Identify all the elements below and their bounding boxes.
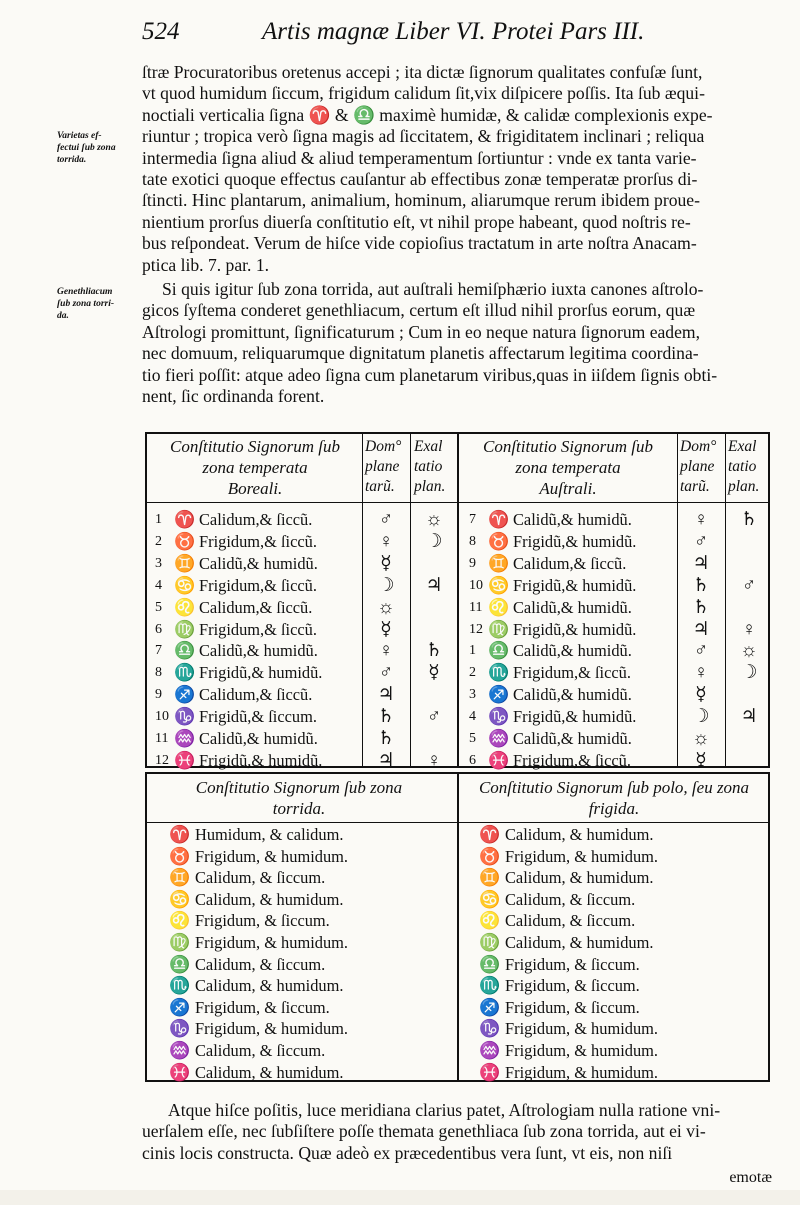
planet-exaltation-icon bbox=[726, 531, 772, 553]
caption-australi: Conſtitutio Signorum ſub zona temperata Auſtrali. bbox=[482, 437, 654, 498]
table-row bbox=[167, 932, 452, 954]
table-row bbox=[469, 662, 674, 684]
row-number: 3 bbox=[155, 555, 162, 571]
row-number: 4 bbox=[469, 709, 476, 725]
table-row bbox=[155, 706, 360, 728]
planet-exaltation-icon: ☽ bbox=[425, 530, 443, 552]
header-dom-left: Dom° plane tarũ. bbox=[365, 438, 402, 495]
quality-text: Calidum,& ſiccũ. bbox=[513, 553, 627, 573]
zodiac-sign-icon: ♎ bbox=[174, 641, 196, 661]
quality-text: Calidum, & humidum. bbox=[505, 868, 654, 888]
planet-exaltation-icon: ♀ bbox=[426, 749, 442, 771]
quality-text: Frigidum, & humidum. bbox=[505, 1062, 658, 1082]
zodiac-sign-icon: ♉ bbox=[174, 531, 196, 551]
table-row bbox=[167, 997, 452, 1019]
zodiac-sign-icon: ♏ bbox=[488, 663, 510, 683]
table-row bbox=[167, 846, 452, 868]
zodiac-sign-icon: ♐ bbox=[174, 685, 196, 705]
table-row bbox=[469, 706, 674, 728]
caption-frigida: Conſtitutio Signorum ſub polo, ſeu zona frigida. bbox=[478, 778, 750, 818]
zodiac-sign-icon: ♋ bbox=[169, 889, 191, 909]
row-number: 10 bbox=[155, 709, 169, 725]
quality-text: Frigidum, & humidum. bbox=[505, 1019, 658, 1039]
table-row bbox=[155, 728, 360, 750]
table-row bbox=[477, 1062, 762, 1084]
quality-text: Frigidum, & ſiccum. bbox=[505, 997, 640, 1017]
quality-text: Frigidum,& ſiccũ. bbox=[513, 750, 631, 770]
table-row bbox=[167, 824, 452, 846]
quality-text: Frigidũ,& humidũ. bbox=[199, 663, 323, 683]
planet-exaltation-icon bbox=[726, 597, 772, 619]
table-row bbox=[477, 975, 762, 997]
zodiac-sign-icon: ♏ bbox=[174, 663, 196, 683]
table-row bbox=[155, 575, 360, 597]
planet-exaltation-icon bbox=[411, 597, 457, 619]
table-row bbox=[469, 509, 674, 531]
table-row bbox=[155, 619, 360, 641]
zodiac-sign-icon: ♌ bbox=[479, 911, 501, 931]
table-row bbox=[155, 662, 360, 684]
table-row bbox=[477, 910, 762, 932]
table-row bbox=[167, 1018, 452, 1040]
planet-exaltation-icon: ☼ bbox=[740, 640, 758, 662]
row-number: 8 bbox=[469, 533, 476, 549]
quality-text: Calidũ,& humidũ. bbox=[513, 685, 632, 705]
planet-domicile-icon: ☿ bbox=[380, 552, 392, 574]
row-number: 8 bbox=[155, 665, 162, 681]
zodiac-sign-icon: ♏ bbox=[479, 976, 501, 996]
quality-text: Frigidum, & ſiccum. bbox=[505, 954, 640, 974]
divider bbox=[457, 434, 459, 766]
margin-note-genethliacum: Genethliacum ſub zona torri- da. bbox=[57, 287, 115, 321]
table-row bbox=[477, 932, 762, 954]
row-number: 10 bbox=[469, 577, 483, 593]
quality-text: Calidum, & ſiccum. bbox=[195, 954, 326, 974]
table-row bbox=[167, 889, 452, 911]
row-number: 12 bbox=[469, 621, 483, 637]
zodiac-sign-icon: ♒ bbox=[174, 729, 196, 748]
paragraph-3: Atque hiſce poſitis, luce meridiana clarius patet, Aſtrologiam nulla ratione vni- uerſalem eſſe, nec ſubſiſtere poſſe themata genethliaca ſub zona torrida, aut ei vi- cinis locis constructa. Quæ adeò ex præcedentibus vera ſunt, vt eis, non niſi bbox=[142, 1100, 721, 1163]
planet-domicile-icon: ♀ bbox=[378, 530, 394, 552]
zodiac-sign-icon: ♑ bbox=[479, 1019, 501, 1039]
zodiac-sign-icon: ♌ bbox=[488, 597, 510, 617]
row-number: 5 bbox=[155, 599, 162, 615]
table-row bbox=[477, 954, 762, 976]
divider bbox=[147, 502, 768, 503]
planet-domicile-icon: ♄ bbox=[692, 574, 710, 596]
table-row bbox=[477, 889, 762, 911]
planet-exaltation-icon: ♂ bbox=[426, 706, 442, 728]
caption-torrida: Conſtitutio Signorum ſub zona torrida. bbox=[195, 778, 403, 818]
table-row bbox=[167, 1062, 452, 1084]
quality-text: Calidum, & humidum. bbox=[505, 933, 654, 952]
row-number: 6 bbox=[155, 621, 162, 637]
zodiac-sign-icon: ♈ bbox=[479, 825, 501, 844]
row-number: 11 bbox=[469, 599, 483, 615]
quality-text: Frigidum,& ſiccũ. bbox=[199, 575, 317, 595]
zodiac-sign-icon: ♒ bbox=[488, 729, 510, 748]
planet-domicile-icon: ♀ bbox=[378, 640, 394, 662]
row-number: 9 bbox=[155, 687, 162, 703]
planet-exaltation-icon: ☽ bbox=[740, 662, 758, 684]
planet-exaltation-icon: ♃ bbox=[425, 574, 443, 596]
divider bbox=[457, 774, 459, 1080]
row-number: 1 bbox=[155, 512, 162, 527]
quality-text: Calidum, & ſiccum. bbox=[195, 1041, 326, 1060]
table-row bbox=[469, 684, 674, 706]
zodiac-sign-icon: ♑ bbox=[169, 1019, 191, 1039]
quality-text: Frigidũ,& humidũ. bbox=[513, 531, 637, 551]
quality-text: Frigidũ,& humidũ. bbox=[513, 575, 637, 595]
divider bbox=[147, 822, 768, 823]
zodiac-sign-icon: ♎ bbox=[488, 641, 510, 661]
quality-text: Calidum, & ſiccum. bbox=[505, 889, 636, 909]
planet-domicile-icon: ♀ bbox=[693, 662, 709, 684]
table-row bbox=[167, 975, 452, 997]
zodiac-sign-icon: ♎ bbox=[479, 954, 501, 974]
header-dom-right: Dom° plane tarũ. bbox=[680, 438, 717, 495]
planet-domicile-icon: ♄ bbox=[377, 706, 395, 728]
planet-exaltation-icon: ♃ bbox=[740, 706, 758, 728]
zodiac-sign-icon: ♋ bbox=[174, 575, 196, 595]
running-head: Artis magnæ Liber VI. Protei Pars III. bbox=[262, 18, 645, 45]
row-number: 2 bbox=[469, 665, 476, 681]
quality-text: Frigidum, & humidum. bbox=[195, 1019, 348, 1039]
zodiac-sign-icon: ♈ bbox=[488, 510, 510, 529]
quality-text: Calidum,& ſiccũ. bbox=[199, 685, 313, 705]
planet-exaltation-icon bbox=[726, 728, 772, 750]
zodiac-sign-icon: ♍ bbox=[169, 933, 191, 952]
row-number: 3 bbox=[469, 687, 476, 703]
zodiac-sign-icon: ♌ bbox=[174, 597, 196, 617]
zodiac-sign-icon: ♉ bbox=[169, 846, 191, 866]
row-number: 7 bbox=[155, 643, 162, 659]
zodiac-sign-icon: ♈ bbox=[169, 825, 191, 844]
planet-exaltation-icon bbox=[726, 684, 772, 706]
quality-text: Humidum, & calidum. bbox=[195, 825, 344, 844]
quality-text: Frigidum, & ſiccum. bbox=[195, 911, 330, 931]
quality-text: Calidum, & humidum. bbox=[195, 976, 344, 996]
zodiac-sign-icon: ♋ bbox=[479, 889, 501, 909]
table-row bbox=[469, 575, 674, 597]
quality-text: Frigidũ,& humidũ. bbox=[513, 619, 637, 639]
quality-text: Frigidũ,& ſiccum. bbox=[199, 707, 317, 727]
header-exal-right: Exal tatio plan. bbox=[728, 438, 760, 495]
planet-domicile-icon: ☿ bbox=[695, 684, 707, 706]
planet-exaltation-icon bbox=[411, 553, 457, 575]
catchword: emotæ bbox=[729, 1169, 772, 1186]
zodiac-sign-icon: ♒ bbox=[479, 1041, 501, 1060]
quality-text: Frigidum, & ſiccum. bbox=[505, 976, 640, 996]
quality-text: Calidum, & humidum. bbox=[195, 889, 344, 909]
row-number: 9 bbox=[469, 555, 476, 571]
page-header bbox=[142, 18, 782, 50]
zodiac-sign-icon: ♉ bbox=[488, 531, 510, 551]
table-row bbox=[469, 640, 674, 662]
zodiac-sign-icon: ♊ bbox=[169, 868, 191, 888]
quality-text: Frigidum, & humidum. bbox=[195, 846, 348, 866]
zodiac-sign-icon: ♍ bbox=[488, 619, 510, 639]
zodiac-sign-icon: ♓ bbox=[488, 750, 510, 770]
quality-text: Frigidũ,& humidũ. bbox=[513, 707, 637, 727]
zodiac-sign-icon: ♊ bbox=[479, 868, 501, 888]
table-row bbox=[155, 750, 360, 772]
row-number: 4 bbox=[155, 577, 162, 593]
row-number: 11 bbox=[155, 731, 169, 746]
row-number: 2 bbox=[155, 533, 162, 549]
planet-domicile-icon: ☽ bbox=[692, 706, 710, 728]
table-row bbox=[155, 684, 360, 706]
table-row bbox=[477, 846, 762, 868]
table-row bbox=[167, 954, 452, 976]
planet-domicile-icon: ♃ bbox=[377, 749, 395, 771]
caption-boreali: Conſtitutio Signorum ſub zona temperata Boreali. bbox=[169, 437, 341, 498]
table-row bbox=[477, 867, 762, 889]
quality-text: Frigidum, & humidum. bbox=[195, 933, 348, 952]
zodiac-sign-icon: ♓ bbox=[169, 1062, 191, 1082]
planet-exaltation-icon: ♄ bbox=[740, 509, 758, 530]
zodiac-sign-icon: ♋ bbox=[488, 575, 510, 595]
planet-domicile-icon: ♂ bbox=[378, 662, 394, 684]
header-exal-left: Exal tatio plan. bbox=[414, 438, 446, 495]
planet-domicile-icon: ♂ bbox=[693, 640, 709, 662]
row-number: 12 bbox=[155, 752, 169, 768]
quality-text: Calidũ,& humidũ. bbox=[513, 729, 632, 748]
quality-text: Calidũ,& humidũ. bbox=[513, 510, 632, 529]
planet-exaltation-icon bbox=[411, 684, 457, 706]
planet-domicile-icon: ☼ bbox=[377, 596, 395, 618]
planet-domicile-icon: ♃ bbox=[692, 552, 710, 574]
planet-domicile-icon: ☽ bbox=[377, 574, 395, 596]
margin-note-varietas: Varietas ef- fectui ſub zona torrida. bbox=[57, 131, 116, 165]
zodiac-sign-icon: ♈ bbox=[174, 510, 196, 529]
table-row bbox=[477, 824, 762, 846]
paragraph-1: ſtræ Procuratoribus oretenus accepi ; ita dictæ ſignorum qualitates confuſæ ſunt, vt quod humidum ſiccum, frigidum calidum ſit,vix diſpicere poſſis. Ita ſub æqui- noctiali verticalia ſigna ♈ & ♎ maximè humidæ, & calidæ complexionis expe- riuntur ; tropica verò ſigna magis ad ſiccitatem, & frigiditatem inclinari ; reliqua intermedia ſigna aliud & aliud temperamentum ſortiuntur : vnde ex tanta varie- tate exotici quoque effectus cauſantur ab effectibus zonæ temperatæ prorſus di- ſtincti. Hinc plantarum, animalium, hominum, aliarumque rerum ibidem proue- nientium prorſus diuerſa conſtitutio eſt, vt nihil prope habeant, quod noſtris re- bus reſpondeat. Verum de hiſce vide copioſius tractatum in arte noſtra Anacam- ptica lib. 7. par. 1. bbox=[142, 62, 713, 275]
table-row bbox=[167, 1040, 452, 1062]
table-row bbox=[155, 509, 360, 531]
quality-text: Frigidum,& ſiccũ. bbox=[513, 663, 631, 683]
planet-domicile-icon: ☿ bbox=[695, 749, 707, 771]
quality-text: Frigidum, & ſiccum. bbox=[195, 997, 330, 1017]
zodiac-sign-icon: ♑ bbox=[174, 707, 196, 727]
zodiac-sign-icon: ♍ bbox=[479, 933, 501, 952]
row-number: 7 bbox=[469, 512, 476, 527]
zodiac-sign-icon: ♍ bbox=[174, 619, 196, 639]
zodiac-sign-icon: ♐ bbox=[169, 997, 191, 1017]
planet-exaltation-icon: ♂ bbox=[741, 574, 757, 596]
table-row bbox=[477, 1018, 762, 1040]
table-row bbox=[167, 867, 452, 889]
table-row bbox=[469, 728, 674, 750]
zodiac-sign-icon: ♒ bbox=[169, 1041, 191, 1060]
quality-text: Calidum, & ſiccum. bbox=[195, 868, 326, 888]
planet-domicile-icon: ☼ bbox=[692, 728, 710, 749]
planet-exaltation-icon bbox=[726, 553, 772, 575]
zodiac-sign-icon: ♎ bbox=[169, 954, 191, 974]
table-row bbox=[469, 531, 674, 553]
quality-text: Calidũ,& humidũ. bbox=[199, 553, 318, 573]
quality-text: Calidum, & ſiccum. bbox=[505, 911, 636, 931]
zodiac-sign-icon: ♉ bbox=[479, 846, 501, 866]
quality-text: Calidũ,& humidũ. bbox=[199, 641, 318, 661]
table-row bbox=[155, 531, 360, 553]
table-row bbox=[155, 640, 360, 662]
planet-domicile-icon: ♃ bbox=[377, 684, 395, 706]
table-row bbox=[477, 1040, 762, 1062]
zodiac-sign-icon: ♐ bbox=[488, 685, 510, 705]
table-row bbox=[477, 997, 762, 1019]
table-row bbox=[469, 553, 674, 575]
table-row bbox=[167, 910, 452, 932]
planet-domicile-icon: ♄ bbox=[692, 596, 710, 618]
planet-domicile-icon: ♂ bbox=[693, 530, 709, 552]
quality-text: Frigidũ,& humidũ. bbox=[199, 750, 323, 770]
table-row bbox=[155, 553, 360, 575]
planet-domicile-icon: ☿ bbox=[380, 618, 392, 640]
page-bottom-edge bbox=[0, 1190, 800, 1205]
quality-text: Frigidum,& ſiccũ. bbox=[199, 531, 317, 551]
table-temperate-zones bbox=[145, 432, 770, 771]
planet-exaltation-icon bbox=[411, 728, 457, 750]
planet-exaltation-icon: ☼ bbox=[425, 509, 443, 530]
quality-text: Calidum, & humidum. bbox=[505, 825, 654, 844]
zodiac-sign-icon: ♐ bbox=[479, 997, 501, 1017]
row-number: 6 bbox=[469, 752, 476, 768]
quality-text: Calidũ,& humidũ. bbox=[513, 641, 632, 661]
zodiac-sign-icon: ♌ bbox=[169, 911, 191, 931]
planet-exaltation-icon bbox=[726, 750, 772, 772]
quality-text: Calidum,& ſiccũ. bbox=[199, 510, 313, 529]
table-torrid-frigid-zones bbox=[145, 772, 770, 1082]
planet-domicile-icon: ♄ bbox=[377, 728, 395, 749]
planet-domicile-icon: ♃ bbox=[692, 618, 710, 640]
planet-exaltation-icon: ♄ bbox=[425, 640, 443, 662]
zodiac-sign-icon: ♑ bbox=[488, 707, 510, 727]
zodiac-sign-icon: ♊ bbox=[174, 553, 196, 573]
quality-text: Frigidum,& ſiccũ. bbox=[199, 619, 317, 639]
zodiac-sign-icon: ♓ bbox=[174, 750, 196, 770]
quality-text: Calidũ,& humidũ. bbox=[513, 597, 632, 617]
quality-text: Calidum, & humidum. bbox=[195, 1062, 344, 1082]
quality-text: Frigidum, & humidum. bbox=[505, 1041, 658, 1060]
planet-exaltation-icon: ☿ bbox=[428, 662, 440, 684]
zodiac-sign-icon: ♓ bbox=[479, 1062, 501, 1082]
page-number: 524 bbox=[142, 18, 180, 45]
quality-text: Frigidum, & humidum. bbox=[505, 846, 658, 866]
zodiac-sign-icon: ♊ bbox=[488, 553, 510, 573]
table-row bbox=[469, 619, 674, 641]
paragraph-2: Si quis igitur ſub zona torrida, aut auſtrali hemiſphærio iuxta canones aſtrolo- gicos ſyſtema conderet genethliacum, certum eſt illud nihil prorſus eorum, quæ Aſtrologi promittunt, ſignificaturum ; Cum in eo neque natura ſignorum eadem, nec domuum, reliquarumque dignitatum planetis affectarum legitima coordina- tio fieri poſſit: atque adeo ſigna cum planetarum viribus,quas in iiſdem ſignis obti- nent, ſic ordinanda forent. bbox=[142, 279, 718, 407]
table-row bbox=[155, 597, 360, 619]
row-number: 5 bbox=[469, 731, 476, 746]
planet-exaltation-icon: ♀ bbox=[741, 618, 757, 640]
planet-domicile-icon: ♂ bbox=[378, 509, 394, 530]
quality-text: Calidũ,& humidũ. bbox=[199, 729, 318, 748]
table-row bbox=[469, 750, 674, 772]
table-row bbox=[469, 597, 674, 619]
zodiac-sign-icon: ♏ bbox=[169, 976, 191, 996]
planet-domicile-icon: ♀ bbox=[693, 509, 709, 530]
planet-exaltation-icon bbox=[411, 619, 457, 641]
quality-text: Calidum,& ſiccũ. bbox=[199, 597, 313, 617]
row-number: 1 bbox=[469, 643, 476, 659]
